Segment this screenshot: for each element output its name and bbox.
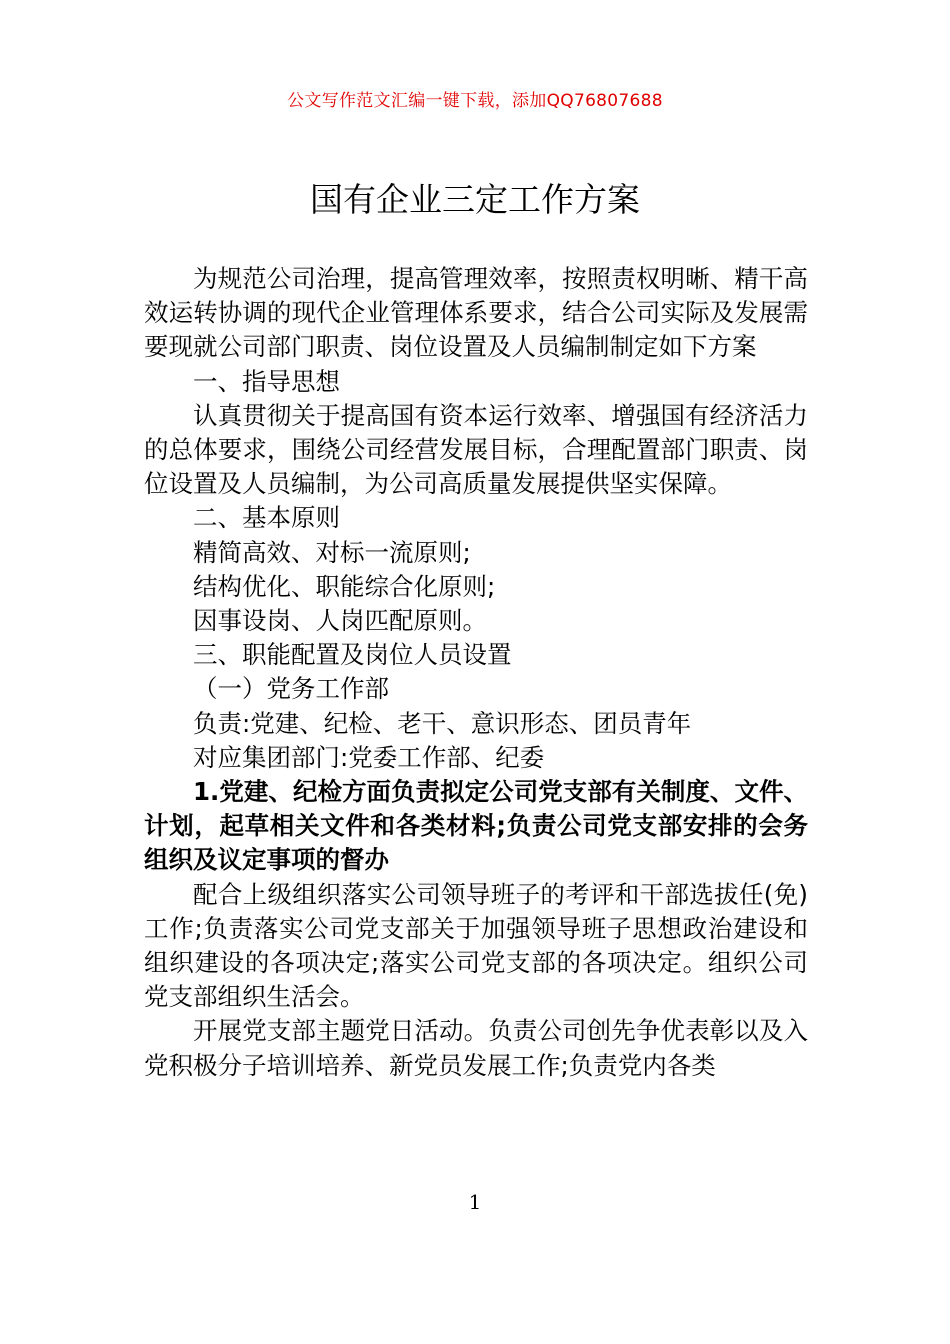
header-download-note: 公文写作范文汇编一键下载，添加QQ76807688 — [287, 91, 663, 111]
corresponding-department-line: 对应集团部门:党委工作部、纪委 — [193, 742, 545, 772]
principle-item: 因事设岗、人岗匹配原则。 — [193, 606, 487, 636]
section-heading-function-allocation: 三、职能配置及岗位人员设置 — [193, 640, 512, 670]
guiding-ideology-paragraph: 认真贯彻关于提高国有资本运行效率、增强国有经济活力的总体要求，围绕公司经营发展目标，合理配置部门职责、岗位设置及人员编制，为公司高质量发展提供坚实保障。 — [144, 400, 808, 499]
page-number: 1 — [468, 1190, 482, 1214]
section-heading-basic-principles: 二、基本原则 — [193, 503, 340, 533]
bold-item-party-building: 1.党建、纪检方面负责拟定公司党支部有关制度、文件、计划，起草相关文件和各类材料;负责公司党支部安排的会务组织及议定事项的督办 — [144, 777, 808, 875]
subsection-heading-party-affairs: （一）党务工作部 — [193, 674, 389, 704]
responsibility-line: 负责:党建、纪检、老干、意识形态、团员青年 — [193, 708, 692, 738]
document-title: 国有企业三定工作方案 — [310, 180, 640, 219]
section-heading-guiding-ideology: 一、指导思想 — [193, 366, 340, 396]
principle-item: 精简高效、对标一流原则; — [193, 537, 471, 567]
document-body — [144, 262, 808, 1083]
principle-item: 结构优化、职能综合化原则; — [193, 571, 496, 601]
party-activities-paragraph: 开展党支部主题党日活动。负责公司创先争优表彰以及入党积极分子培训培养、新党员发展工作;负责党内各类 — [144, 1016, 808, 1080]
party-building-paragraph: 配合上级组织落实公司领导班子的考评和干部选拔任(免)工作;负责落实公司党支部关于加强领导班子思想政治建设和组织建设的各项决定;落实公司党支部的各项决定。组织公司党支部组织生活会。 — [144, 879, 808, 1012]
intro-paragraph: 为规范公司治理，提高管理效率，按照责权明晰、精干高效运转协调的现代企业管理体系要求，结合公司实际及发展需要现就公司部门职责、岗位设置及人员编制制定如下方案 — [144, 264, 808, 362]
